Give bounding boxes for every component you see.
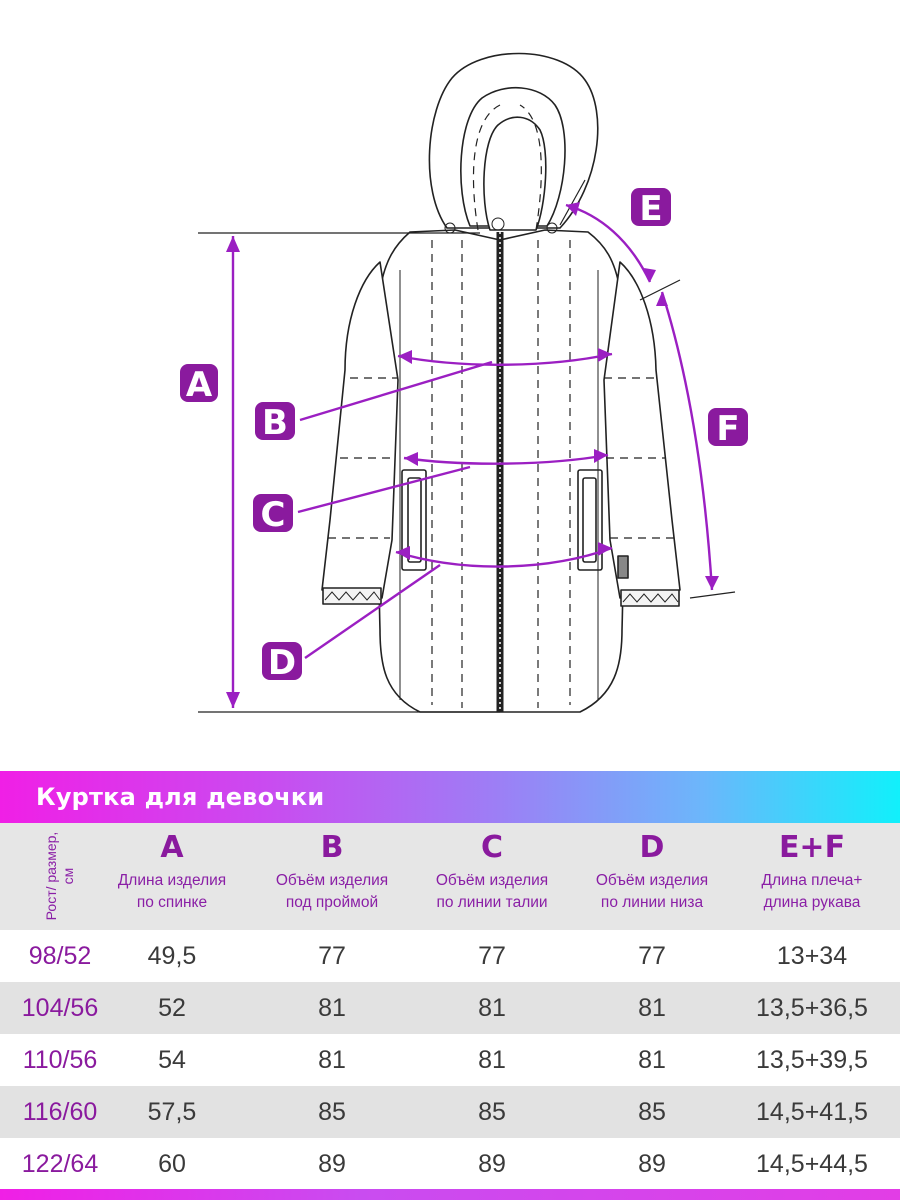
value-ef: 13,5+39,5 [756, 1046, 868, 1074]
value-ef: 13,5+36,5 [756, 994, 868, 1022]
column-letter: A [160, 830, 184, 865]
column-desc-line2: под проймой [285, 894, 379, 911]
size-cell: 104/56 [21, 994, 99, 1022]
column-desc-line1: Объём изделия [595, 872, 709, 889]
value-b: 81 [318, 1046, 346, 1074]
table-title: Куртка для девочки [36, 783, 325, 811]
svg-text:A: A [185, 365, 213, 405]
table-row [0, 930, 900, 982]
column-letter: D [639, 830, 665, 865]
column-header-a [92, 828, 252, 914]
value-ef: 14,5+41,5 [756, 1098, 868, 1126]
value-b: 77 [318, 942, 346, 970]
svg-text:B: B [262, 403, 288, 443]
column-letter: C [480, 830, 504, 865]
size-cell: 122/64 [21, 1150, 99, 1178]
value-d: 85 [638, 1098, 666, 1126]
size-cell: 98/52 [28, 942, 92, 970]
column-desc-line1: Объём изделия [275, 872, 389, 889]
column-header-ef [732, 828, 892, 914]
value-a: 60 [158, 1150, 186, 1178]
column-desc-line1: Длина плеча+ [761, 872, 863, 889]
marker-c [253, 494, 293, 535]
size-cell: 110/56 [22, 1046, 98, 1074]
column-desc-line2: по линии низа [600, 894, 704, 911]
column-desc-line1: Объём изделия [435, 872, 549, 889]
value-d: 77 [638, 942, 666, 970]
column-header-d [572, 828, 732, 914]
marker-f [708, 408, 748, 449]
table-row [0, 982, 900, 1034]
value-a: 54 [158, 1046, 186, 1074]
left-sleeve [322, 262, 398, 598]
value-c: 81 [478, 994, 506, 1022]
column-header-b [252, 828, 412, 914]
value-d: 89 [638, 1150, 666, 1178]
value-b: 81 [318, 994, 346, 1022]
column-desc-line1: Длина изделия [117, 872, 227, 889]
value-b: 89 [318, 1150, 346, 1178]
column-letter: E+F [778, 830, 846, 865]
svg-text:F: F [716, 409, 740, 449]
marker-d [262, 642, 302, 683]
svg-text:D: D [267, 643, 297, 683]
table-row [0, 1086, 900, 1138]
size-column-header: Рост/ размер, см [43, 831, 76, 921]
marker-e [631, 188, 671, 229]
svg-text:C: C [260, 495, 286, 535]
value-c: 77 [478, 942, 506, 970]
marker-b [255, 402, 295, 443]
value-c: 89 [478, 1150, 506, 1178]
marker-a [180, 364, 218, 405]
column-header-c [412, 828, 572, 914]
table-row [0, 1034, 900, 1086]
value-c: 81 [478, 1046, 506, 1074]
value-d: 81 [638, 1046, 666, 1074]
value-b: 85 [318, 1098, 346, 1126]
value-d: 81 [638, 994, 666, 1022]
column-desc-line2: по линии талии [436, 894, 548, 911]
column-desc-line2: длина рукава [763, 894, 861, 911]
table-title-bar [0, 771, 900, 823]
size-cell: 116/60 [22, 1098, 98, 1126]
column-letter: B [320, 830, 344, 865]
table-row [0, 1138, 900, 1190]
value-ef: 13+34 [776, 942, 848, 970]
column-desc-line2: по спинке [136, 894, 208, 911]
value-c: 85 [478, 1098, 506, 1126]
value-ef: 14,5+44,5 [756, 1150, 868, 1178]
value-a: 57,5 [147, 1098, 197, 1126]
svg-text:E: E [639, 189, 663, 229]
value-a: 49,5 [147, 942, 197, 970]
value-a: 52 [158, 994, 186, 1022]
bottom-accent-bar [0, 1189, 900, 1200]
